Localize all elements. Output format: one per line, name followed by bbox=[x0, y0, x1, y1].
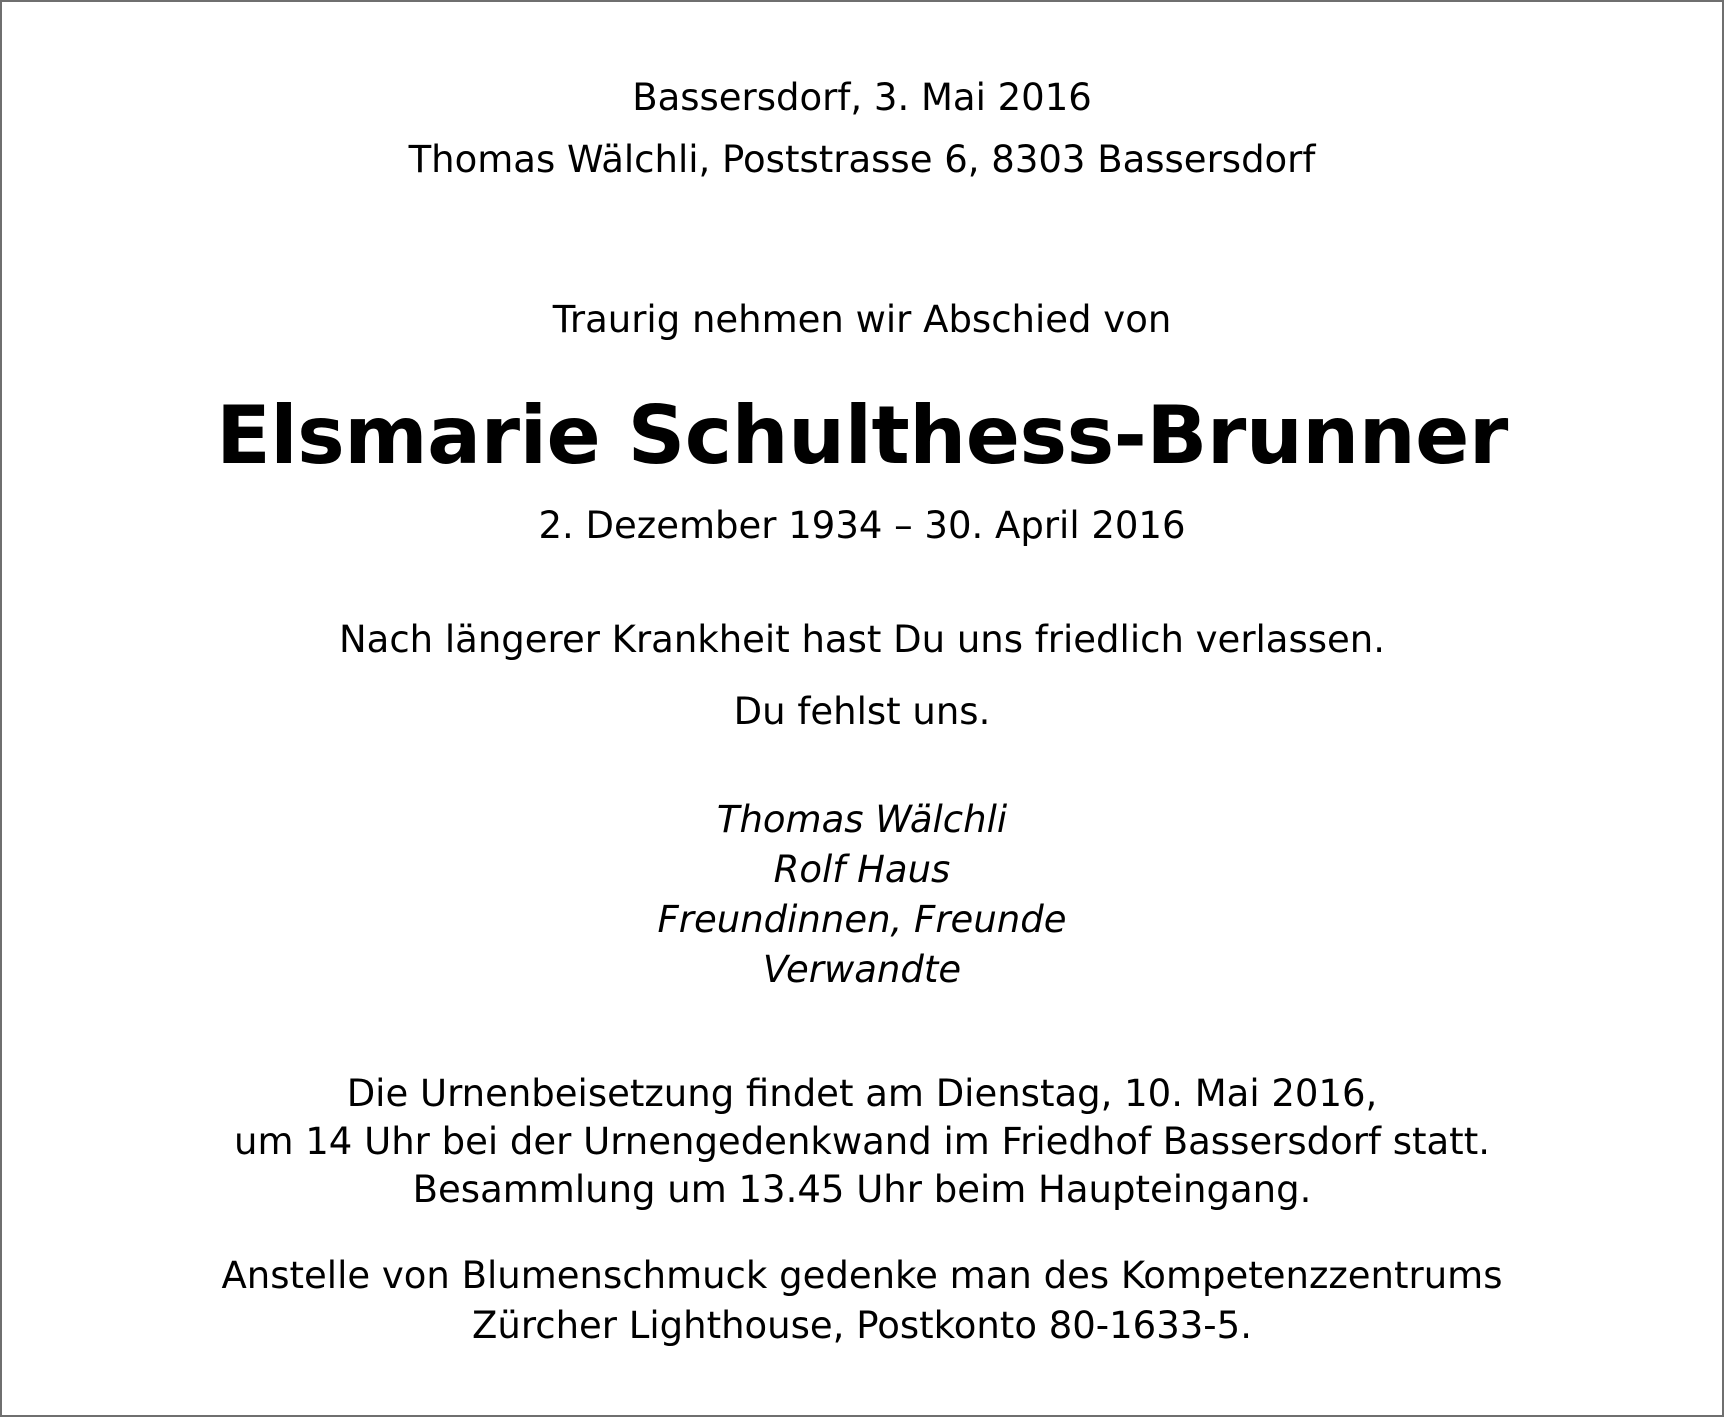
mourner-item: Verwandte bbox=[762, 948, 962, 991]
mourner-item: Thomas Wälchli bbox=[716, 798, 1008, 841]
donation-line: Zürcher Lighthouse, Postkonto 80-1633-5. bbox=[472, 1304, 1252, 1347]
farewell-message: Nach längerer Krankheit hast Du uns friedlich verlassen. bbox=[338, 618, 1386, 661]
deceased-name: Elsmarie Schulthess-Brunner bbox=[216, 389, 1508, 482]
ceremony-line: Besammlung um 13.45 Uhr beim Haupteingang. bbox=[412, 1168, 1312, 1211]
ceremony-line: Die Urnenbeisetzung findet am Dienstag, 10. Mai 2016, bbox=[346, 1072, 1378, 1115]
sender-address: Thomas Wälchli, Poststrasse 6, 8303 Bassersdorf bbox=[408, 138, 1316, 181]
mourner-item: Rolf Haus bbox=[773, 848, 951, 891]
ceremony-line: um 14 Uhr bei der Urnengedenkwand im Friedhof Bassersdorf statt. bbox=[234, 1120, 1490, 1163]
intro-text: Traurig nehmen wir Abschied von bbox=[552, 298, 1172, 341]
life-dates: 2. Dezember 1934 – 30. April 2016 bbox=[538, 504, 1186, 547]
place-date: Bassersdorf, 3. Mai 2016 bbox=[632, 76, 1092, 119]
farewell-closing: Du fehlst uns. bbox=[733, 690, 991, 733]
mourner-item: Freundinnen, Freunde bbox=[657, 898, 1067, 941]
donation-line: Anstelle von Blumenschmuck gedenke man des Kompetenzzentrums bbox=[221, 1254, 1503, 1297]
